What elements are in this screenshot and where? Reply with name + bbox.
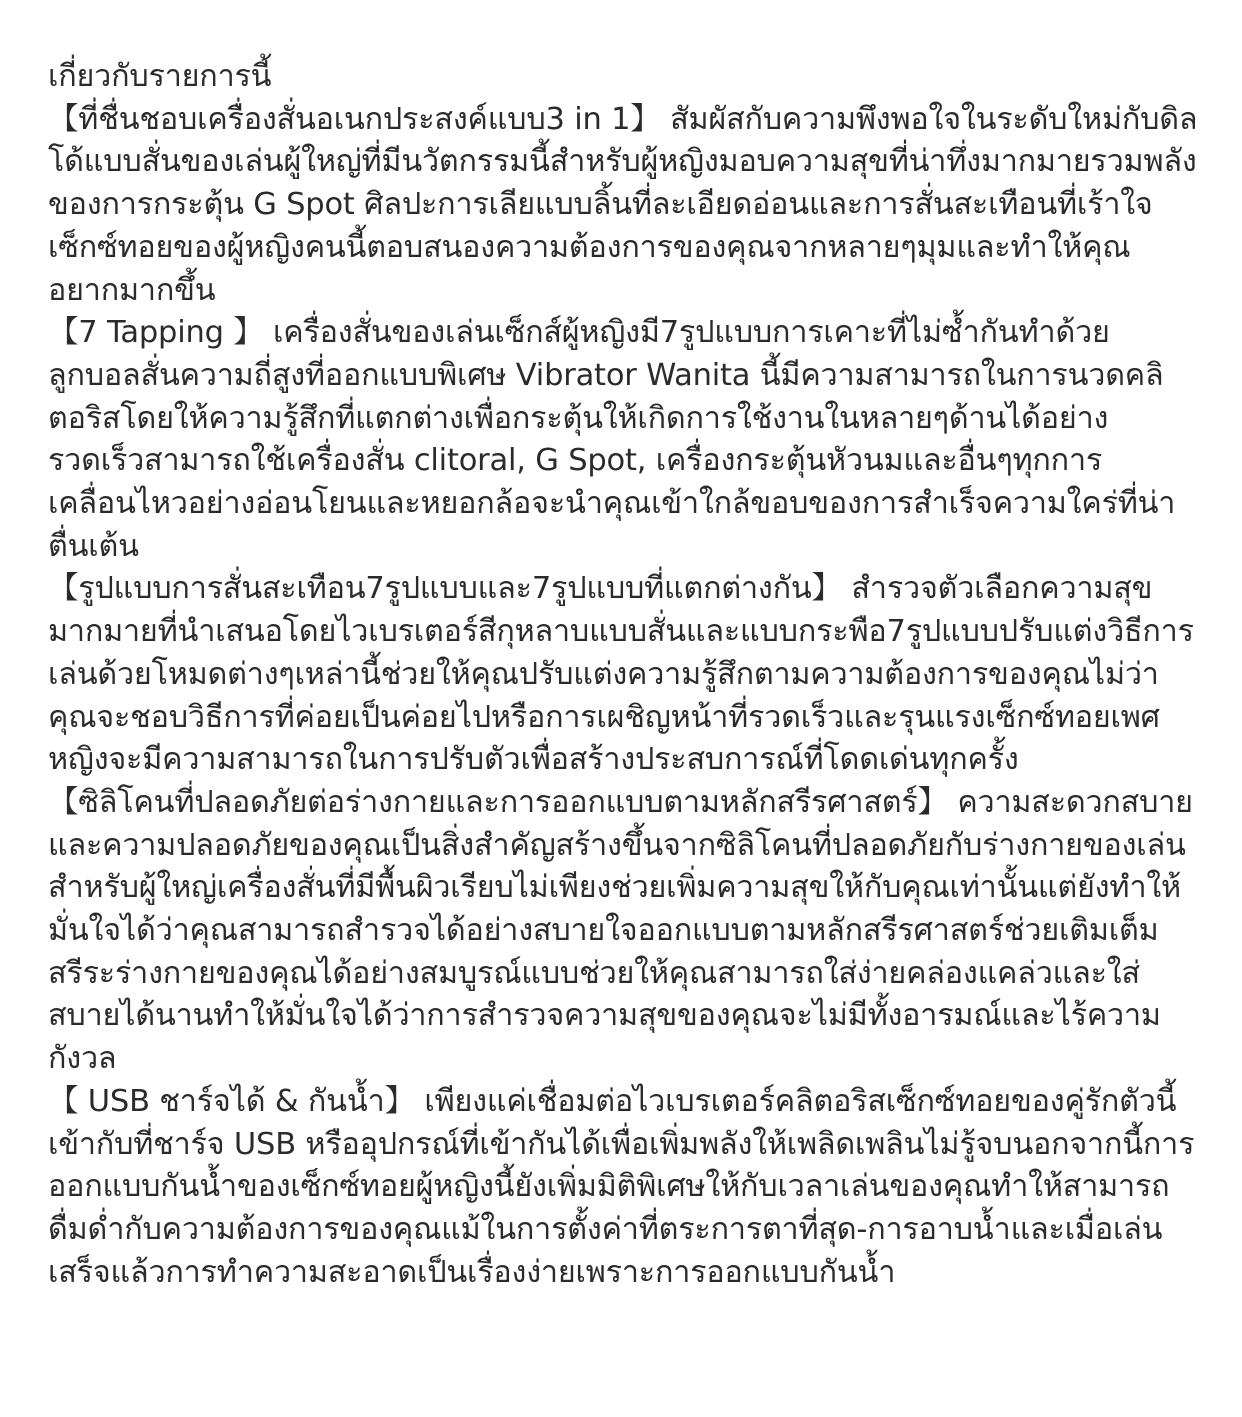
feature-paragraph-vibration-modes: 【รูปแบบการสั่นสะเทือน7รูปแบบและ7รูปแบบที่แตกต่างกัน】 สำรวจตัวเลือกความสุขมากมายที่นำเสนอโดยไวเบรเตอร์สีกุหลาบแบบสั่นและแบบกระพือ7รูปแบบปรับแต่งวิธีการเล่นด้วยโหมดต่างๆเหล่านี้ช่วยให้คุณปรับแต่งความรู้สึกตามความต้องการของคุณไม่ว่าคุณจะชอบวิธีการที่ค่อยเป็นค่อยไปหรือการเผชิญหน้าที่รวดเร็วและรุนแรงเซ็กซ์ทอยเพศหญิงจะมีความสามารถในการปรับตัวเพื่อสร้างประสบการณ์ที่โดดเด่นทุกครั้ง	[48, 571, 1194, 778]
section-heading: เกี่ยวกับรายการนี้	[48, 59, 272, 94]
feature-paragraph-tapping: 【7 Tapping 】 เครื่องสั่นของเล่นเซ็กส์ผู้หญิงมี7รูปแบบการเคาะที่ไม่ซ้ำกันทำด้วยลูกบอลสั่นความถี่สูงที่ออกแบบพิเศษ Vibrator Wanita นี้มีความสามารถในการนวดคลิตอริสโดยให้ความรู้สึกที่แตกต่างเพื่อกระตุ้นให้เกิดการใช้งานในหลายๆด้านได้อย่างรวดเร็วสามารถใช้เครื่องสั่น clitoral, G Spot, เครื่องกระตุ้นหัวนมและอื่นๆทุกการเคลื่อนไหวอย่างอ่อนโยนและหยอกล้อจะนำคุณเข้าใกล้ขอบของการสำเร็จความใคร่ที่น่าตื่นเต้น	[48, 315, 1176, 564]
feature-paragraph-usb-waterproof: 【 USB ชาร์จได้ & กันน้ำ】 เพียงแค่เชื่อมต่อไวเบรเตอร์คลิตอริสเซ็กซ์ทอยของคู่รักตัวนี้เข้ากับที่ชาร์จ USB หรืออุปกรณ์ที่เข้ากันได้เพื่อเพิ่มพลังให้เพลิดเพลินไม่รู้จบนอกจากนี้การออกแบบกันน้ำของเซ็กซ์ทอยผู้หญิงนี้ยังเพิ่มมิติพิเศษให้กับเวลาเล่นของคุณทำให้สามารถดื่มด่ำกับความต้องการของคุณแม้ในการตั้งค่าที่ตระการตาที่สุด-การอาบน้ำและเมื่อเล่นเสร็จแล้วการทำความสะอาดเป็นเรื่องง่ายเพราะการออกแบบกันน้ำ	[48, 1083, 1195, 1290]
product-description	[48, 56, 1198, 1294]
feature-paragraph-3in1: 【ที่ชื่นชอบเครื่องสั่นอเนกประสงค์แบบ3 in 1】 สัมผัสกับความพึงพอใจในระดับใหม่กับดิลโด้แบบสั่นของเล่นผู้ใหญ่ที่มีนวัตกรรมนี้สำหรับผู้หญิงมอบความสุขที่น่าทึ่งมากมายรวมพลังของการกระตุ้น G Spot ศิลปะการเลียแบบลิ้นที่ละเอียดอ่อนและการสั่นสะเทือนที่เร้าใจเซ็กซ์ทอยของผู้หญิงคนนี้ตอบสนองความต้องการของคุณจากหลายๆมุมและทำให้คุณอยากมากขึ้น	[48, 101, 1198, 308]
feature-paragraph-silicone: 【ซิลิโคนที่ปลอดภัยต่อร่างกายและการออกแบบตามหลักสรีรศาสตร์】 ความสะดวกสบายและความปลอดภัยของคุณเป็นสิ่งสำคัญสร้างขึ้นจากซิลิโคนที่ปลอดภัยกับร่างกายของเล่นสำหรับผู้ใหญ่เครื่องสั่นที่มีพื้นผิวเรียบไม่เพียงช่วยเพิ่มความสุขให้กับคุณเท่านั้นแต่ยังทำให้มั่นใจได้ว่าคุณสามารถสำรวจได้อย่างสบายใจออกแบบตามหลักสรีรศาสตร์ช่วยเติมเต็มสรีระร่างกายของคุณได้อย่างสมบูรณ์แบบช่วยให้คุณสามารถใส่ง่ายคล่องแคล่วและใส่สบายได้นานทำให้มั่นใจได้ว่าการสำรวจความสุขของคุณจะไม่มีทั้งอารมณ์และไร้ความกังวล	[48, 784, 1193, 1077]
